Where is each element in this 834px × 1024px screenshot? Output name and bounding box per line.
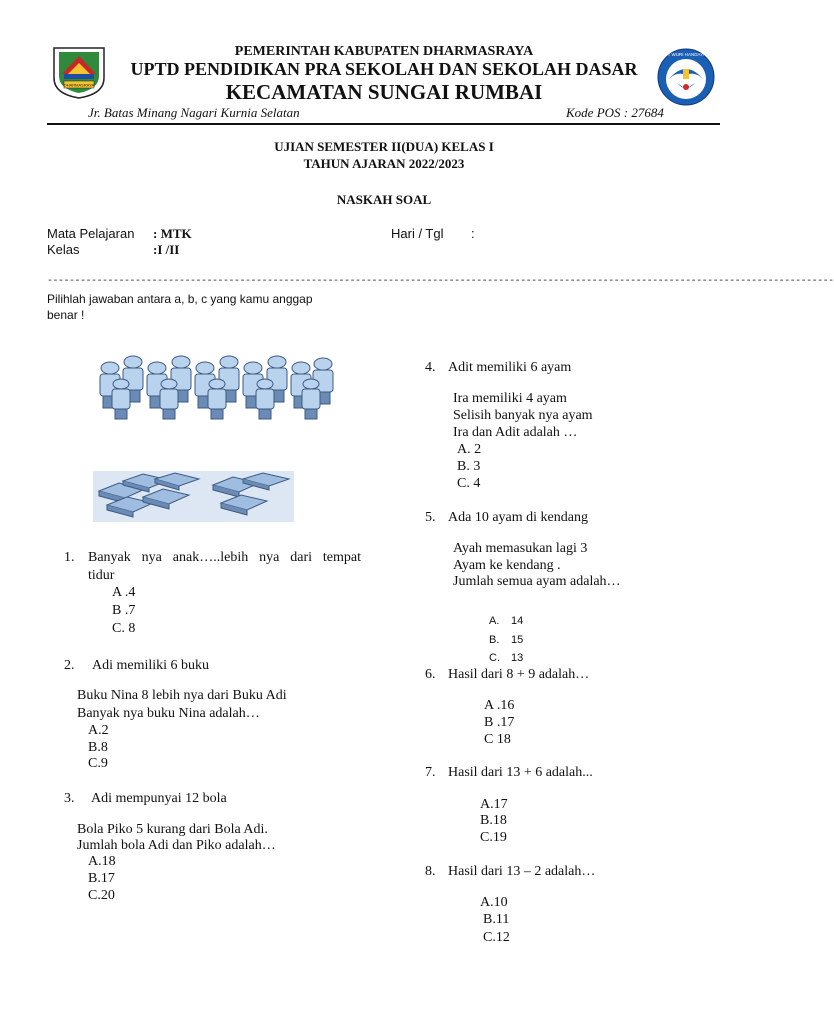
- option-b[interactable]: B .17: [484, 715, 515, 730]
- right-logo-label: TUT WURI HANDAYANI: [661, 52, 711, 57]
- option-a[interactable]: A.17: [480, 797, 508, 812]
- question-text: Ayah memasukan lagi 3: [453, 541, 588, 556]
- question-text: Jumlah bola Adi dan Piko adalah…: [77, 838, 276, 853]
- question-text: Bola Piko 5 kurang dari Bola Adi.: [77, 822, 268, 837]
- header-rule: [47, 123, 720, 125]
- question-text: Hasil dari 13 + 6 adalah...: [448, 765, 593, 780]
- option-c[interactable]: C 18: [484, 732, 511, 747]
- header-address: Jr. Batas Minang Nagari Kurnia Selatan: [88, 105, 300, 120]
- question-number: 4.: [425, 360, 436, 375]
- option-c[interactable]: [489, 646, 523, 665]
- instruction-line-1: Pilihlah jawaban antara a, b, c yang kamu anggap: [47, 292, 313, 306]
- question-text: Ada 10 ayam di kendang: [448, 510, 588, 525]
- option-letter: B.: [489, 634, 500, 646]
- option-a[interactable]: A .4: [112, 585, 136, 600]
- option-b[interactable]: B .7: [112, 603, 136, 618]
- option-c[interactable]: C.9: [88, 756, 108, 771]
- exam-year: TAHUN AJARAN 2022/2023: [303, 156, 465, 171]
- question-text: Hasil dari 13 – 2 adalah…: [448, 864, 596, 879]
- question-text: Banyak nya buku Nina adalah…: [77, 706, 260, 721]
- option-a[interactable]: A.18: [88, 854, 116, 869]
- class-label: Kelas: [47, 242, 80, 257]
- option-b[interactable]: B.11: [483, 912, 510, 927]
- option-b[interactable]: B.17: [88, 871, 115, 886]
- exam-naskah: NASKAH SOAL: [336, 192, 432, 207]
- option-a[interactable]: A.2: [88, 723, 109, 738]
- header-line-3: KECAMATAN SUNGAI RUMBAI: [225, 80, 543, 104]
- group-of-children-icon: [95, 354, 335, 424]
- question-text: Selisih banyak nya ayam: [453, 408, 593, 423]
- subject-label: Mata Pelajaran: [47, 226, 135, 241]
- question-text: Adi mempunyai 12 bola: [91, 791, 227, 806]
- question-number: 3.: [64, 791, 75, 806]
- date-label: Hari / Tgl: [391, 226, 444, 241]
- exam-title: UJIAN SEMESTER II(DUA) KELAS I: [274, 139, 494, 154]
- left-logo-label: DHARMASRAYA: [63, 82, 95, 88]
- option-a[interactable]: A .16: [484, 698, 515, 713]
- header-line-1: PEMERINTAH KABUPATEN DHARMASRAYA: [234, 44, 534, 59]
- subject-value: : MTK: [153, 226, 192, 241]
- question-number: 7.: [425, 765, 436, 780]
- question-text: Jumlah semua ayam adalah…: [453, 574, 621, 589]
- question-text: Adi memiliki 6 buku: [92, 658, 210, 673]
- option-b[interactable]: [489, 628, 523, 647]
- option-a[interactable]: A.10: [480, 895, 508, 910]
- question-text: Hasil dari 8 + 9 adalah…: [448, 667, 590, 682]
- question-text: Banyak nya anak…..lebih nya dari tempat: [88, 550, 361, 565]
- option-value: 15: [511, 634, 524, 646]
- option-c[interactable]: C. 4: [457, 476, 481, 491]
- option-c[interactable]: C. 8: [112, 621, 136, 636]
- beds-illustration: [93, 471, 294, 522]
- date-value: :: [471, 226, 475, 241]
- question-text: Ira dan Adit adalah …: [453, 425, 578, 440]
- option-b[interactable]: B.18: [480, 813, 507, 828]
- option-c[interactable]: C.19: [480, 830, 507, 845]
- question-text: Adit memiliki 6 ayam: [448, 360, 572, 375]
- separator-line: -----------------------------------------------------------------------------------------------------------------------------------------------: [47, 276, 834, 287]
- option-b[interactable]: B.8: [88, 740, 108, 755]
- option-a[interactable]: [489, 609, 523, 628]
- option-value: 14: [511, 615, 524, 627]
- option-letter: A.: [489, 615, 500, 627]
- children-illustration: [95, 354, 335, 424]
- header-postcode: Kode POS : 27684: [566, 105, 664, 120]
- question-number: 5.: [425, 510, 436, 525]
- beds-icon: [93, 471, 294, 522]
- class-value: :I /II: [153, 242, 180, 257]
- option-letter: C.: [489, 652, 500, 664]
- question-number: 1.: [64, 550, 75, 565]
- question-number: 8.: [425, 864, 436, 879]
- header-line-2: UPTD PENDIDIKAN PRA SEKOLAH DAN SEKOLAH DASAR: [130, 59, 638, 79]
- question-text: Buku Nina 8 lebih nya dari Buku Adi: [77, 688, 287, 703]
- question-text: Ira memiliki 4 ayam: [453, 391, 567, 406]
- question-number: 6.: [425, 667, 436, 682]
- option-a[interactable]: A. 2: [457, 442, 482, 457]
- option-b[interactable]: B. 3: [457, 459, 481, 474]
- option-c[interactable]: C.20: [88, 888, 115, 903]
- question-number: 2.: [64, 658, 75, 673]
- question-text: Ayam ke kendang .: [453, 558, 561, 573]
- option-c[interactable]: C.12: [483, 930, 510, 945]
- instruction-line-2: benar !: [47, 308, 85, 322]
- question-text: tidur: [88, 568, 115, 583]
- option-value: 13: [511, 652, 524, 664]
